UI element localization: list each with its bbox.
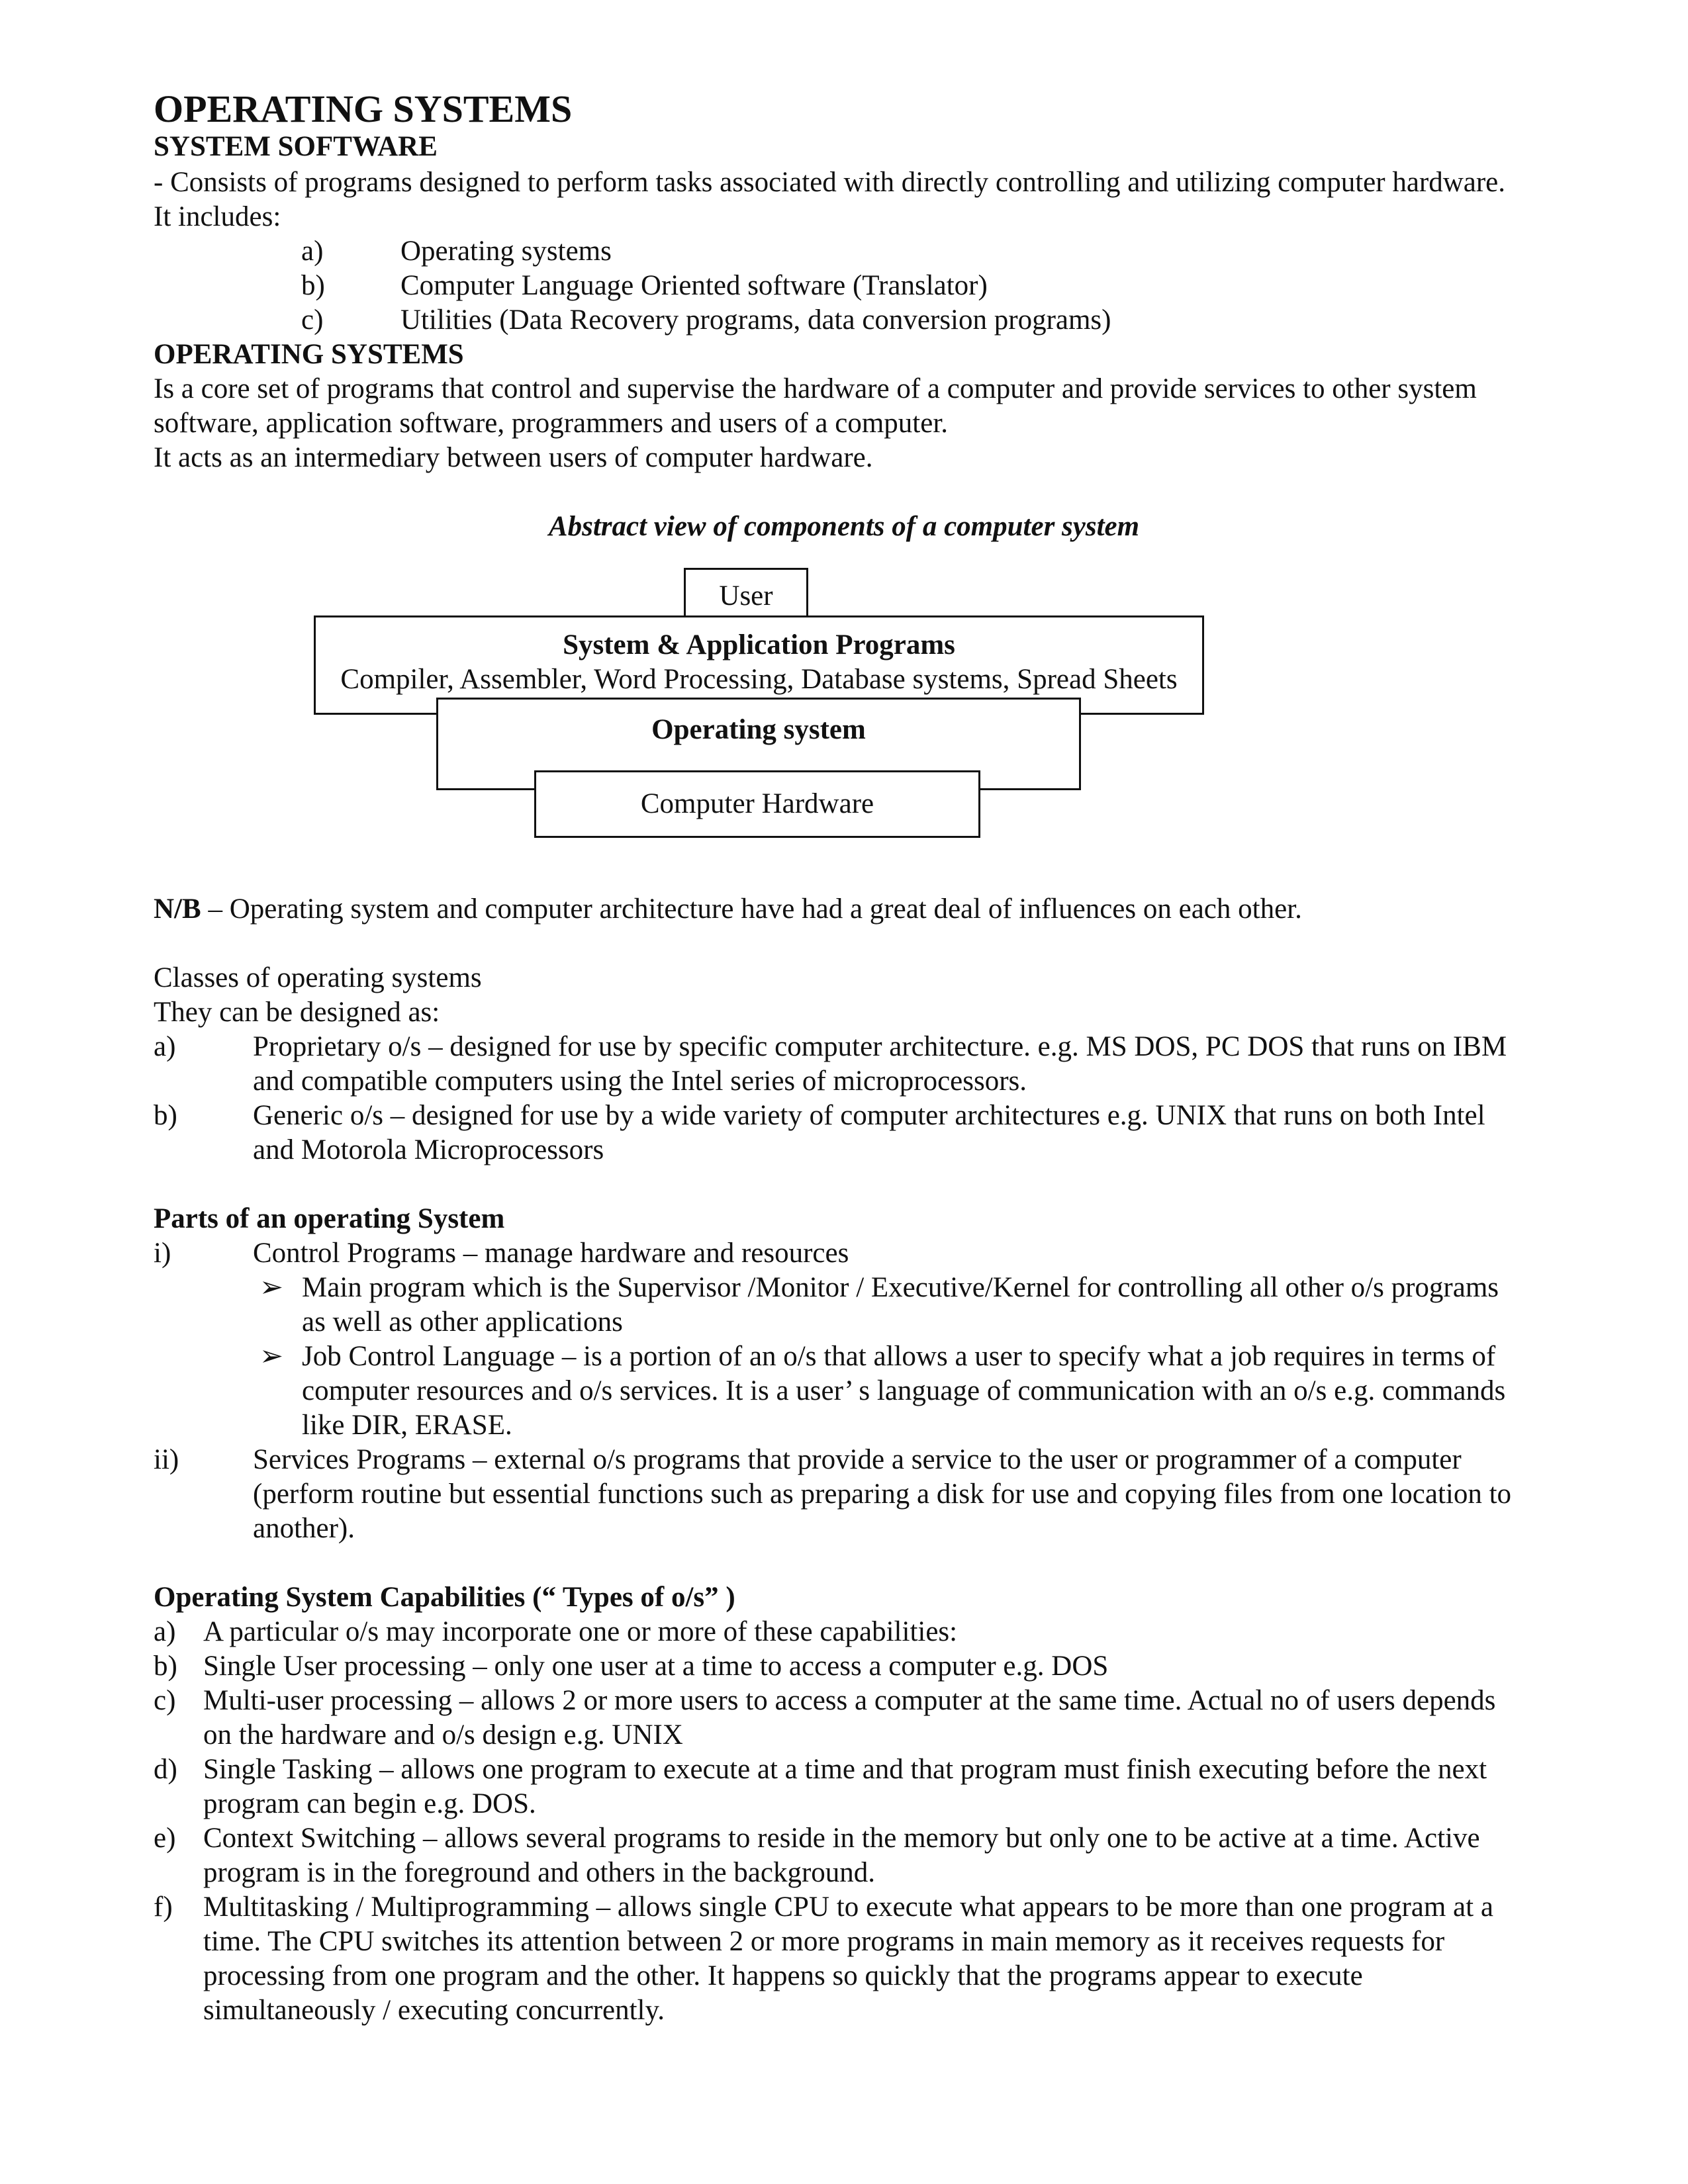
bullet-text: as well as other applications [302,1306,623,1338]
list-marker: ii) [154,1444,179,1475]
paragraph-line: software, application software, programmers and users of a computer. [154,408,949,439]
list-item: Computer Language Oriented software (Translator) [400,270,988,301]
list-item: Context Switching – allows several programs to reside in the memory but only one to be active at a time. Active [203,1823,1480,1854]
classes-heading: Classes of operating systems [154,962,482,993]
list-item: (perform routine but essential functions such as preparing a disk for use and copying files from one location to [253,1479,1512,1510]
list-marker: a) [154,1031,176,1062]
paragraph-line: Is a core set of programs that control and supervise the hardware of a computer and provide services to other system [154,373,1477,404]
list-marker: c) [154,1685,176,1716]
list-item: simultaneously / executing concurrently. [203,1995,665,2026]
programs-title: System & Application Programs [563,629,955,660]
list-item: time. The CPU switches its attention between 2 or more programs in main memory as it receives requests for [203,1926,1445,1957]
list-item: Generic o/s – designed for use by a wide variety of computer architectures e.g. UNIX that runs on both Intel [253,1100,1485,1131]
nb-note [154,892,1302,927]
list-item: A particular o/s may incorporate one or more of these capabilities: [203,1616,958,1647]
list-item: and compatible computers using the Intel series of microprocessors. [253,1066,1027,1097]
list-item: processing from one program and the other. It happens so quickly that the programs appear to execute [203,1960,1363,1991]
os-label: Operating system [651,714,866,745]
list-item: Single User processing – only one user at a time to access a computer e.g. DOS [203,1651,1109,1682]
list-marker: d) [154,1754,177,1785]
list-item: another). [253,1513,355,1544]
list-marker: e) [154,1823,176,1854]
parts-heading: Parts of an operating System [154,1203,505,1234]
list-item: Operating systems [400,236,612,267]
list-item: Control Programs – manage hardware and resources [253,1238,849,1269]
diagram-caption: Abstract view of components of a computer system [548,511,1140,542]
list-item: on the hardware and o/s design e.g. UNIX [203,1719,683,1751]
list-marker: i) [154,1238,171,1269]
list-item: Proprietary o/s – designed for use by specific computer architecture. e.g. MS DOS, PC DOS that runs on IBM [253,1031,1507,1062]
list-marker: b) [154,1651,177,1682]
bullet-arrow-icon: ➢ [259,1341,284,1372]
list-marker: c) [301,304,324,336]
user-box [684,568,808,618]
list-marker: a) [301,236,324,267]
hardware-box [534,770,980,838]
section-heading-system-software: SYSTEM SOFTWARE [154,131,438,162]
list-marker: f) [154,1891,173,1923]
bullet-text: Job Control Language – is a portion of an o/s that allows a user to specify what a job requires in terms of [302,1341,1496,1372]
list-marker: b) [301,270,325,301]
bullet-text: computer resources and o/s services. It is a user’ s language of communication with an o/s e.g. commands [302,1375,1506,1406]
classes-intro: They can be designed as: [154,997,440,1028]
list-item: Single Tasking – allows one program to execute at a time and that program must finish executing before the next [203,1754,1487,1785]
paragraph-line: - Consists of programs designed to perform tasks associated with directly controlling and utilizing computer hardware. [154,167,1506,198]
page-title: OPERATING SYSTEMS [154,87,573,130]
list-item: program can begin e.g. DOS. [203,1788,536,1819]
nb-label: N/B [154,893,201,925]
list-item: Utilities (Data Recovery programs, data conversion programs) [400,304,1111,336]
paragraph-line: It acts as an intermediary between users of computer hardware. [154,442,873,473]
list-item: Multi-user processing – allows 2 or more users to access a computer at the same time. Actual no of users depends [203,1685,1496,1716]
section-heading-operating-systems: OPERATING SYSTEMS [154,339,464,370]
list-marker: a) [154,1616,176,1647]
list-item: program is in the foreground and others in the background. [203,1857,876,1888]
programs-list: Compiler, Assembler, Word Processing, Database systems, Spread Sheets [340,664,1178,695]
hardware-label: Computer Hardware [640,788,874,819]
list-item: Services Programs – external o/s programs that provide a service to the user or programmer of a computer [253,1444,1462,1475]
user-label: User [719,580,773,612]
list-item: Multitasking / Multiprogramming – allows single CPU to execute what appears to be more than one program at a [203,1891,1493,1923]
capabilities-heading: Operating System Capabilities (“ Types of o/s” ) [154,1582,735,1613]
list-marker: b) [154,1100,177,1131]
paragraph-line: It includes: [154,201,281,232]
nb-text: – Operating system and computer architecture have had a great deal of influences on each other. [201,893,1302,925]
list-item: and Motorola Microprocessors [253,1134,604,1165]
bullet-arrow-icon: ➢ [259,1272,284,1303]
bullet-text: Main program which is the Supervisor /Monitor / Executive/Kernel for controlling all other o/s programs [302,1272,1499,1303]
bullet-text: like DIR, ERASE. [302,1410,512,1441]
